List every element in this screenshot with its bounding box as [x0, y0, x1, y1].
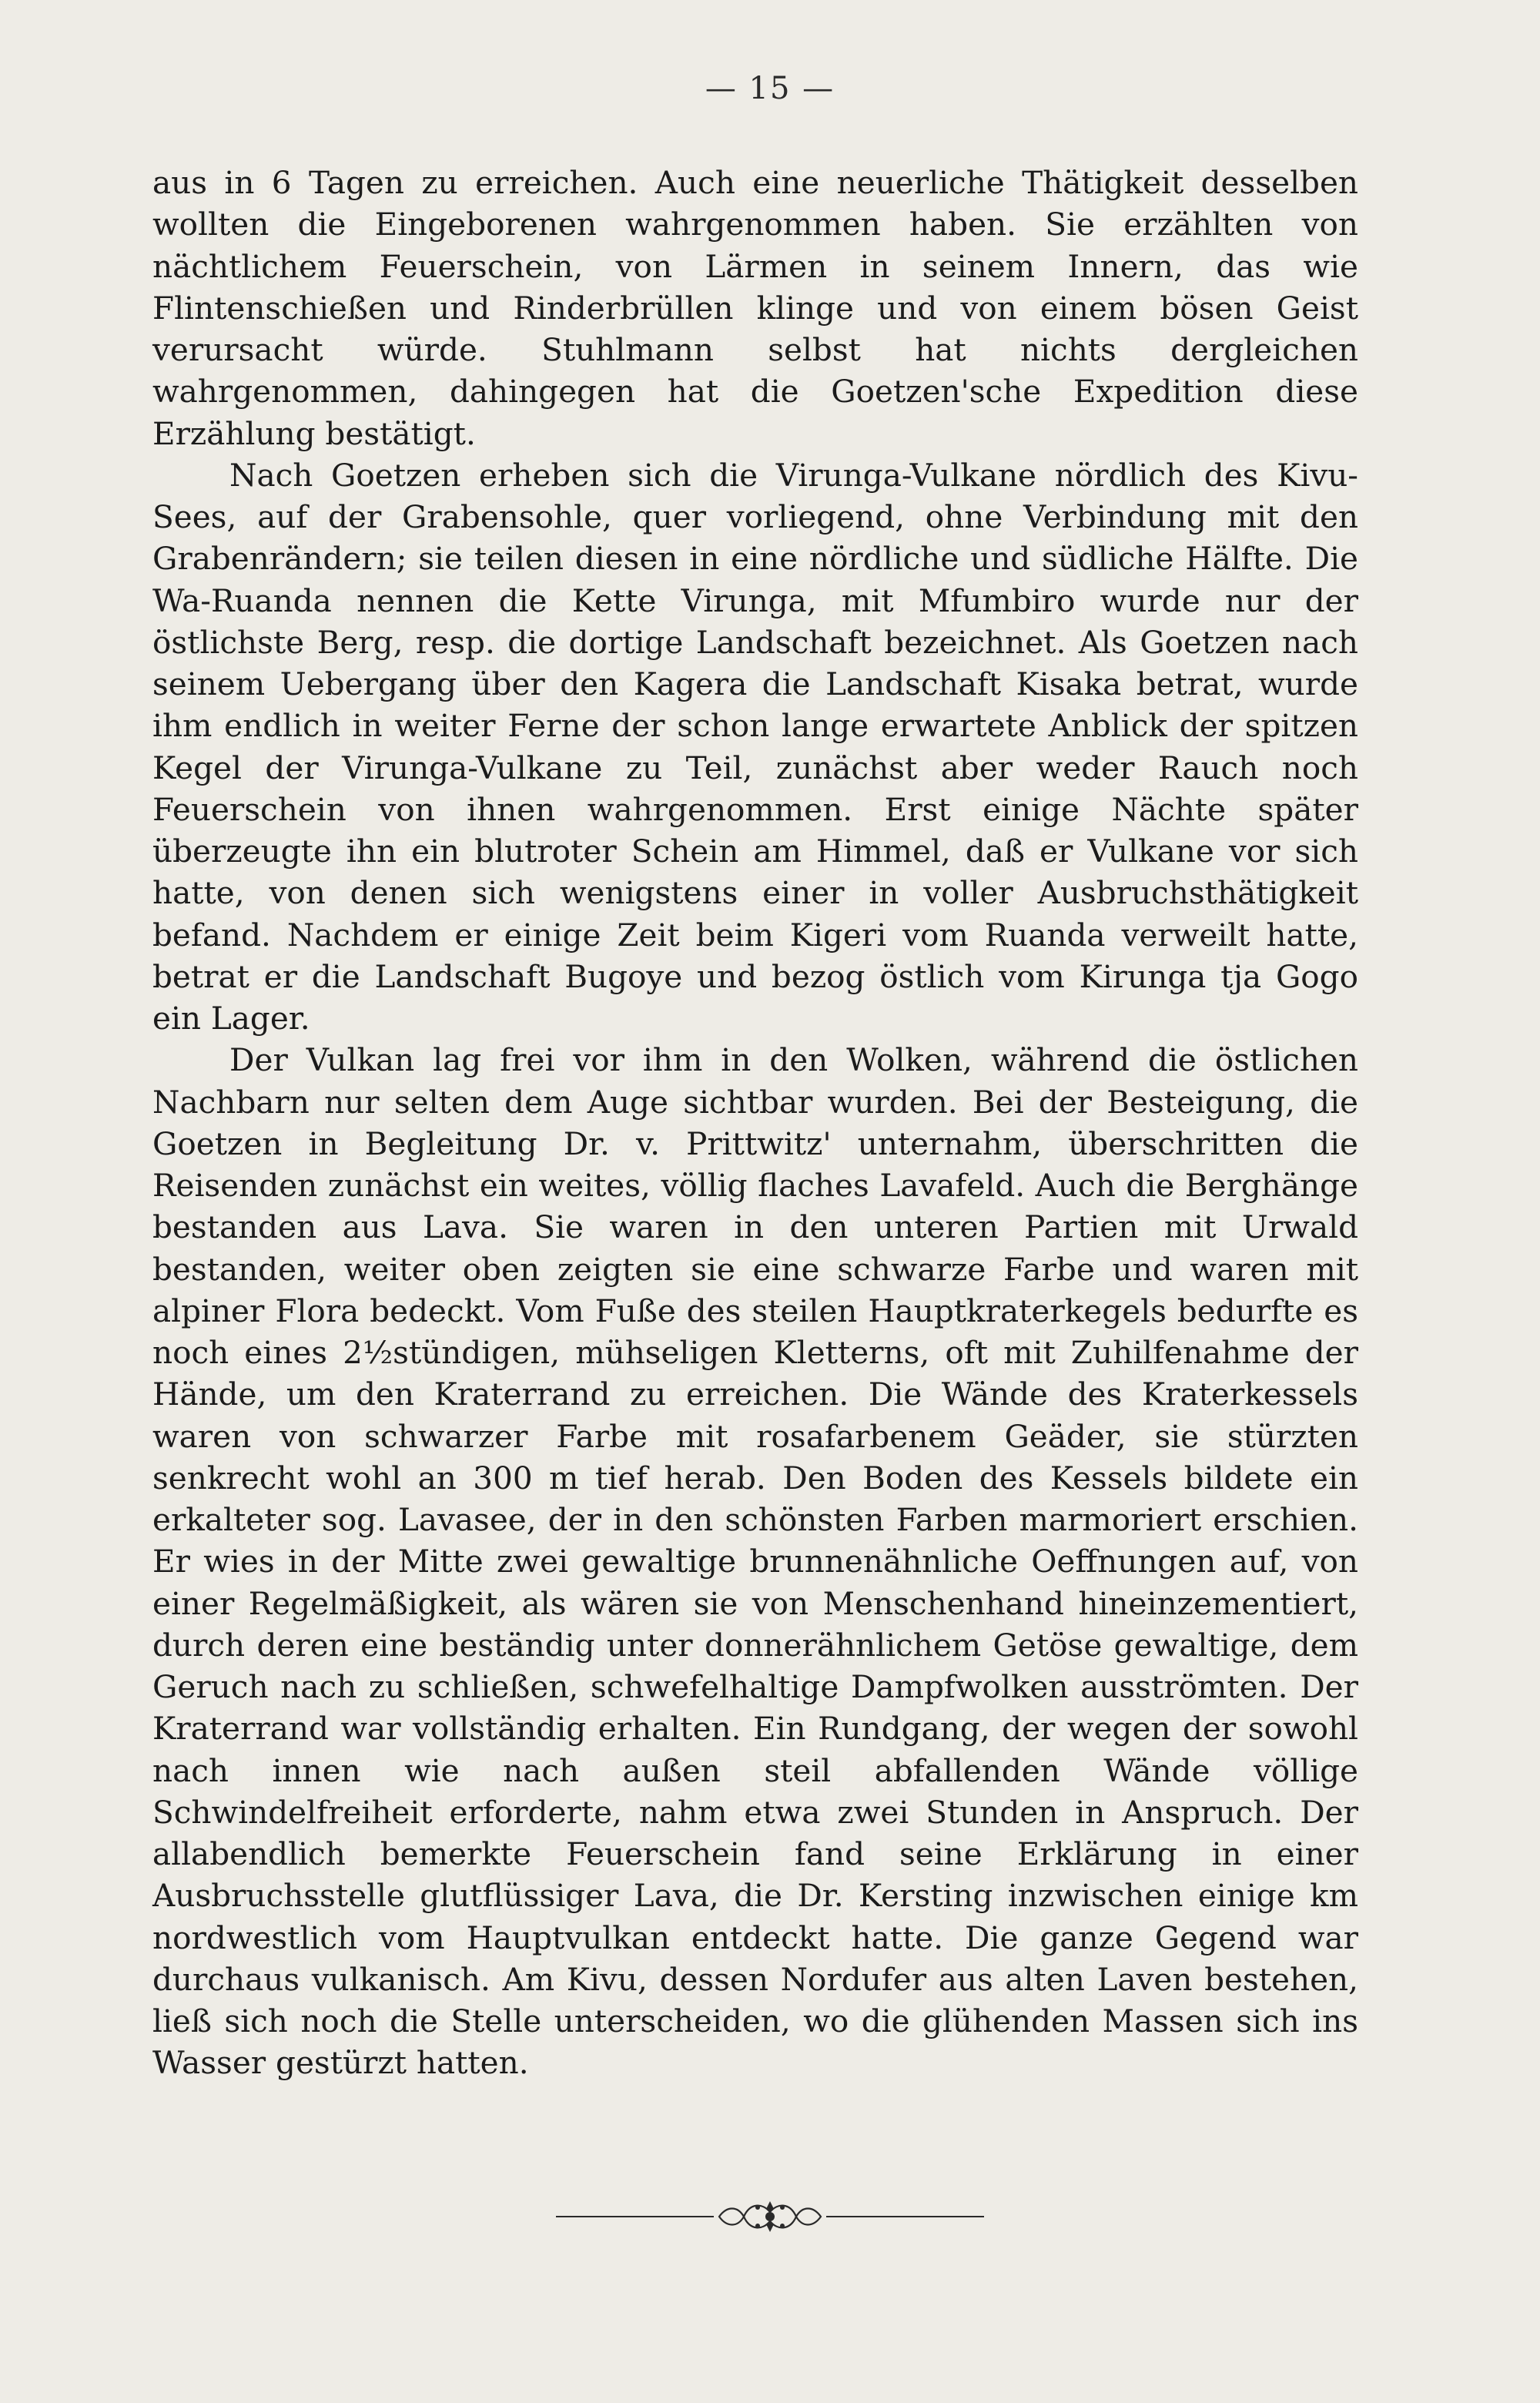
ornament-divider	[556, 2197, 984, 2237]
paragraph-1: aus in 6 Tagen zu erreichen. Auch eine neuerliche Thätigkeit desselben wollten die Eingeborenen wahrgenommen haben. Sie erzählten von nächtlichem Feuerschein, von Lärmen in seinem Innern, das wie Flintenschießen und Rinderbrüllen klinge und von einem bösen Geist verursacht würde. Stuhlmann selbst hat nichts dergleichen wahrgenommen, dahingegen hat die Goetzen'sche Expedition diese Erzählung bestätigt.	[152, 164, 1358, 452]
paragraph-3: Der Vulkan lag frei vor ihm in den Wolken, während die östlichen Nachbarn nur selten dem Auge sichtbar wurden. Bei der Besteigung, die Goetzen in Begleitung Dr. v. Prittwitz' unternahm, überschritten die Reisenden zunächst ein weites, völlig flaches Lavafeld. Auch die Berghänge bestanden aus Lava. Sie waren in den unteren Partien mit Urwald bestanden, weiter oben zeigten sie eine schwarze Farbe und waren mit alpiner Flora bedeckt. Vom Fuße des steilen Hauptkraterkegels bedurfte es noch eines 2½stündigen, mühseligen Kletterns, oft mit Zuhilfenahme der Hände, um den Kraterrand zu erreichen. Die Wände des Kraterkessels waren von schwarzer Farbe mit rosafarbenem Geäder, sie stürzten senkrecht wohl an 300 m tief herab. Den Boden des Kessels bildete ein erkalteter sog. Lavasee, der in den schönsten Farben marmoriert erschien. Er wies in der Mitte zwei gewaltige brunnenähnliche Oeffnungen auf, von einer Regelmäßigkeit, als wären sie von Menschenhand hineinzementiert, durch deren eine beständig unter donnerähnlichem Getöse gewaltige, dem Geruch nach zu schließen, schwefelhaltige Dampfwolken ausströmten. Der Kraterrand war vollständig erhalten. Ein Rundgang, der wegen der sowohl nach innen wie nach außen steil abfallenden Wände völlige Schwindelfreiheit erforderte, nahm etwa zwei Stunden in Anspruch. Der allabendlich bemerkte Feuerschein fand seine Erklärung in einer Ausbruchsstelle glutflüssiger Lava, die Dr. Kersting inzwischen einige km nordwestlich vom Hauptvulkan entdeckt hatte. Die ganze Gegend war durchaus vulkanisch. Am Kivu, dessen Nordufer aus alten Laven bestehen, ließ sich noch die Stelle unterscheiden, wo die glühenden Massen sich ins Wasser gestürzt hatten.	[152, 1041, 1358, 2082]
body-text	[152, 162, 1358, 2084]
page-number: — 15 —	[705, 71, 835, 106]
paragraph-2: Nach Goetzen erheben sich die Virunga-Vulkane nördlich des Kivu-Sees, auf der Grabensohle, quer vorliegend, ohne Verbindung mit den Grabenrändern; sie teilen diesen in eine nördliche und südliche Hälfte. Die Wa-Ruanda nennen die Kette Virunga, mit Mfumbiro wurde nur der östlichste Berg, resp. die dortige Landschaft bezeichnet. Als Goetzen nach seinem Uebergang über den Kagera die Landschaft Kisaka betrat, wurde ihm endlich in weiter Ferne der schon lange erwartete Anblick der spitzen Kegel der Virunga-Vulkane zu Teil, zunächst aber weder Rauch noch Feuerschein von ihnen wahrgenommen. Erst einige Nächte später überzeugte ihn ein blutroter Schein am Himmel, daß er Vulkane vor sich hatte, von denen sich wenigstens einer in voller Ausbruchsthätigkeit befand. Nachdem er einige Zeit beim Kigeri vom Ruanda verweilt hatte, betrat er die Landschaft Bugoye und bezog östlich vom Kirunga tja Gogo ein Lager.	[152, 456, 1358, 1037]
